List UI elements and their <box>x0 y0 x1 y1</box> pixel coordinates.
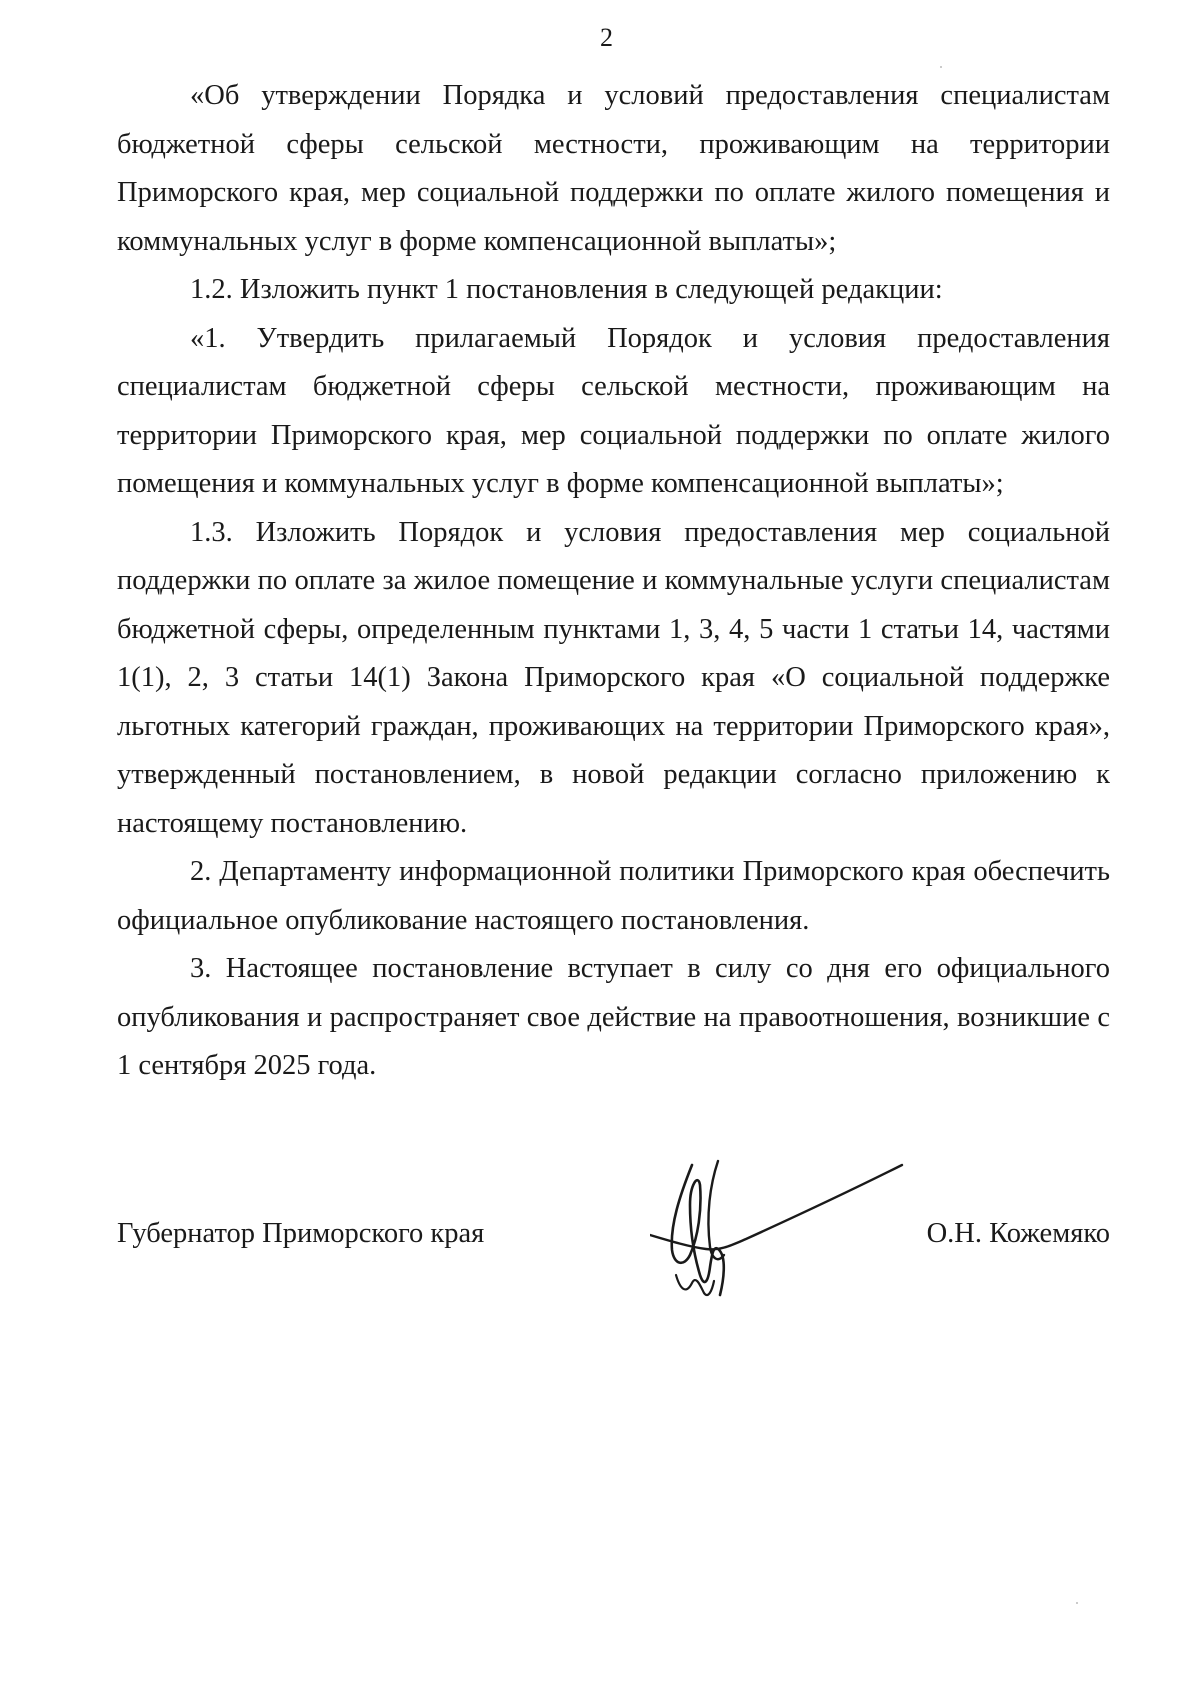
page-number: 2 <box>600 23 613 52</box>
signatory-position: Губернатор Приморского края <box>117 1218 485 1249</box>
paragraph-resolution-title-quote: «Об утверждении Порядка и условий предоставления специалистам бюджетной сферы сельской местности, проживающим на территории Приморского края, мер социальной поддержки по оплате жилого помещения и коммунальных услуг в форме компенсационной выплаты»; <box>117 80 1110 257</box>
signatory-name: О.Н. Кожемяко <box>926 1218 1110 1249</box>
scan-speck <box>1076 1602 1078 1604</box>
scan-speck <box>940 66 942 68</box>
paragraph-1-2: 1.2. Изложить пункт 1 постановления в следующей редакции: <box>190 274 943 305</box>
paragraph-3: 3. Настоящее постановление вступает в силу со дня его официального опубликования и распространяет свое действие на правоотношения, возникшие с 1 сентября 2025 года. <box>117 953 1110 1081</box>
paragraph-1-3: 1.3. Изложить Порядок и условия предоставления мер социальной поддержки по оплате за жилое помещение и коммунальные услуги специалистам бюджетной сферы, определенным пунктами 1, 3, 4, 5 части 1 статьи 14, частями 1(1), 2, 3 статьи 14(1) Закона Приморского края «О социальной поддержке льготных категорий граждан, проживающих на территории Приморского края», утвержденный постановлением, в новой редакции согласно приложению к настоящему постановлению. <box>117 516 1110 839</box>
signature-block <box>117 1210 1110 1258</box>
paragraph-2: 2. Департаменту информационной политики Приморского края обеспечить официальное опубликование настоящего постановления. <box>117 856 1110 936</box>
document-body <box>117 72 1110 1091</box>
paragraph-quoted-item-1: «1. Утвердить прилагаемый Порядок и условия предоставления специалистам бюджетной сферы сельской местности, проживающим на территории Приморского края, мер социальной поддержки по оплате жилого помещения и коммунальных услуг в форме компенсационной выплаты»; <box>117 322 1110 499</box>
